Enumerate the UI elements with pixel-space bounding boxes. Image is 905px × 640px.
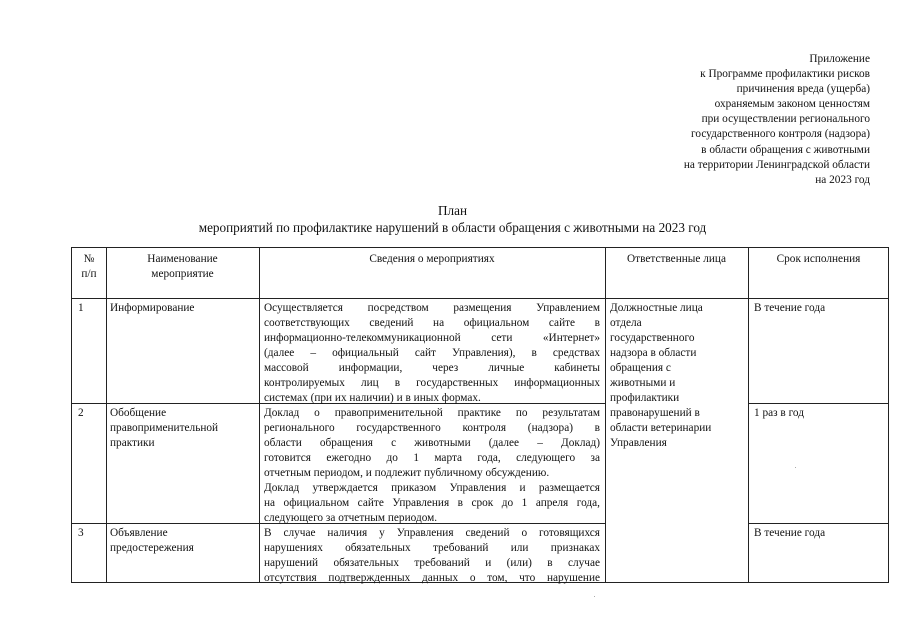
header-info: Сведения о мероприятиях <box>369 253 495 265</box>
row-deadline: В течение года <box>754 302 826 314</box>
header-deadline: Срок исполнения <box>776 253 861 265</box>
appendix-block <box>570 52 870 188</box>
header-divider <box>72 298 889 299</box>
appendix-line: на 2023 год <box>815 173 870 186</box>
row-info: В случае наличия у Управления сведений о готовящихся нарушениях обязательных требований или признаках нарушений обязательных требований и (или) в случае отсутствия подтвержденных данных о том, что нарушение <box>264 527 600 584</box>
document-title: План <box>437 203 467 218</box>
plan-table <box>71 247 889 583</box>
appendix-line: к Программе профилактики рисков <box>700 68 870 81</box>
row-num: 2 <box>78 407 84 419</box>
row-name: Обобщение правоприменительной практики <box>110 407 219 449</box>
appendix-line: при осуществлении регионального <box>701 113 870 126</box>
row-divider <box>748 523 889 524</box>
row-info: Осуществляется посредством размещения Управлением соответствующих сведений на официальном сайте в информационно-телекоммуникационной сети «Интернет» (далее – официальный сайт Управления), в средствах массовой информации, через личные кабинеты контролируемых лиц в государственных информационных системах (при их наличии) и в иных формах. <box>264 302 600 404</box>
appendix-line: охраняемым законом ценностям <box>714 98 870 111</box>
row-deadline: 1 раз в год <box>754 407 805 419</box>
row-deadline: В течение года <box>754 527 826 539</box>
responsible-persons: Должностные лица отдела государственного надзора в области обращения с животными и профилактики правонарушений в области ветеринарии Управления <box>610 302 712 449</box>
document-subtitle: мероприятий по профилактике нарушений в области обращения с животными на 2023 год <box>198 220 707 235</box>
appendix-line: в области обращения с животными <box>701 143 870 156</box>
appendix-line: на территории Ленинградской области <box>683 158 870 171</box>
header-responsible: Ответственные лица <box>627 253 726 265</box>
row-divider <box>748 403 889 404</box>
header-num: № п/п <box>81 253 97 280</box>
row-num: 3 <box>78 527 84 539</box>
row-name: Объявление предостережения <box>110 527 194 554</box>
scan-speck <box>594 596 595 597</box>
appendix-line: Приложение <box>809 53 870 65</box>
row-info: Доклад о правоприменительной практике по результатам регионального государственного контроля (надзора) в области обращения с животными (далее – Доклад) готовится ежегодно до 1 марта года, следующего за отчетным периодом, и подлежит публичному обсуждению. Доклад утверждается приказом Управления и размещается на официальном сайте Управления в срок до 1 апреля года, следующего за отчетным периодом. <box>264 407 600 524</box>
scan-speck <box>795 467 796 468</box>
row-name: Информирование <box>110 302 195 314</box>
appendix-line: государственного контроля (надзора) <box>691 128 870 141</box>
appendix-line: причинения вреда (ущерба) <box>736 83 870 96</box>
row-num: 1 <box>78 302 84 314</box>
header-name: Наименование мероприятие <box>147 253 218 280</box>
